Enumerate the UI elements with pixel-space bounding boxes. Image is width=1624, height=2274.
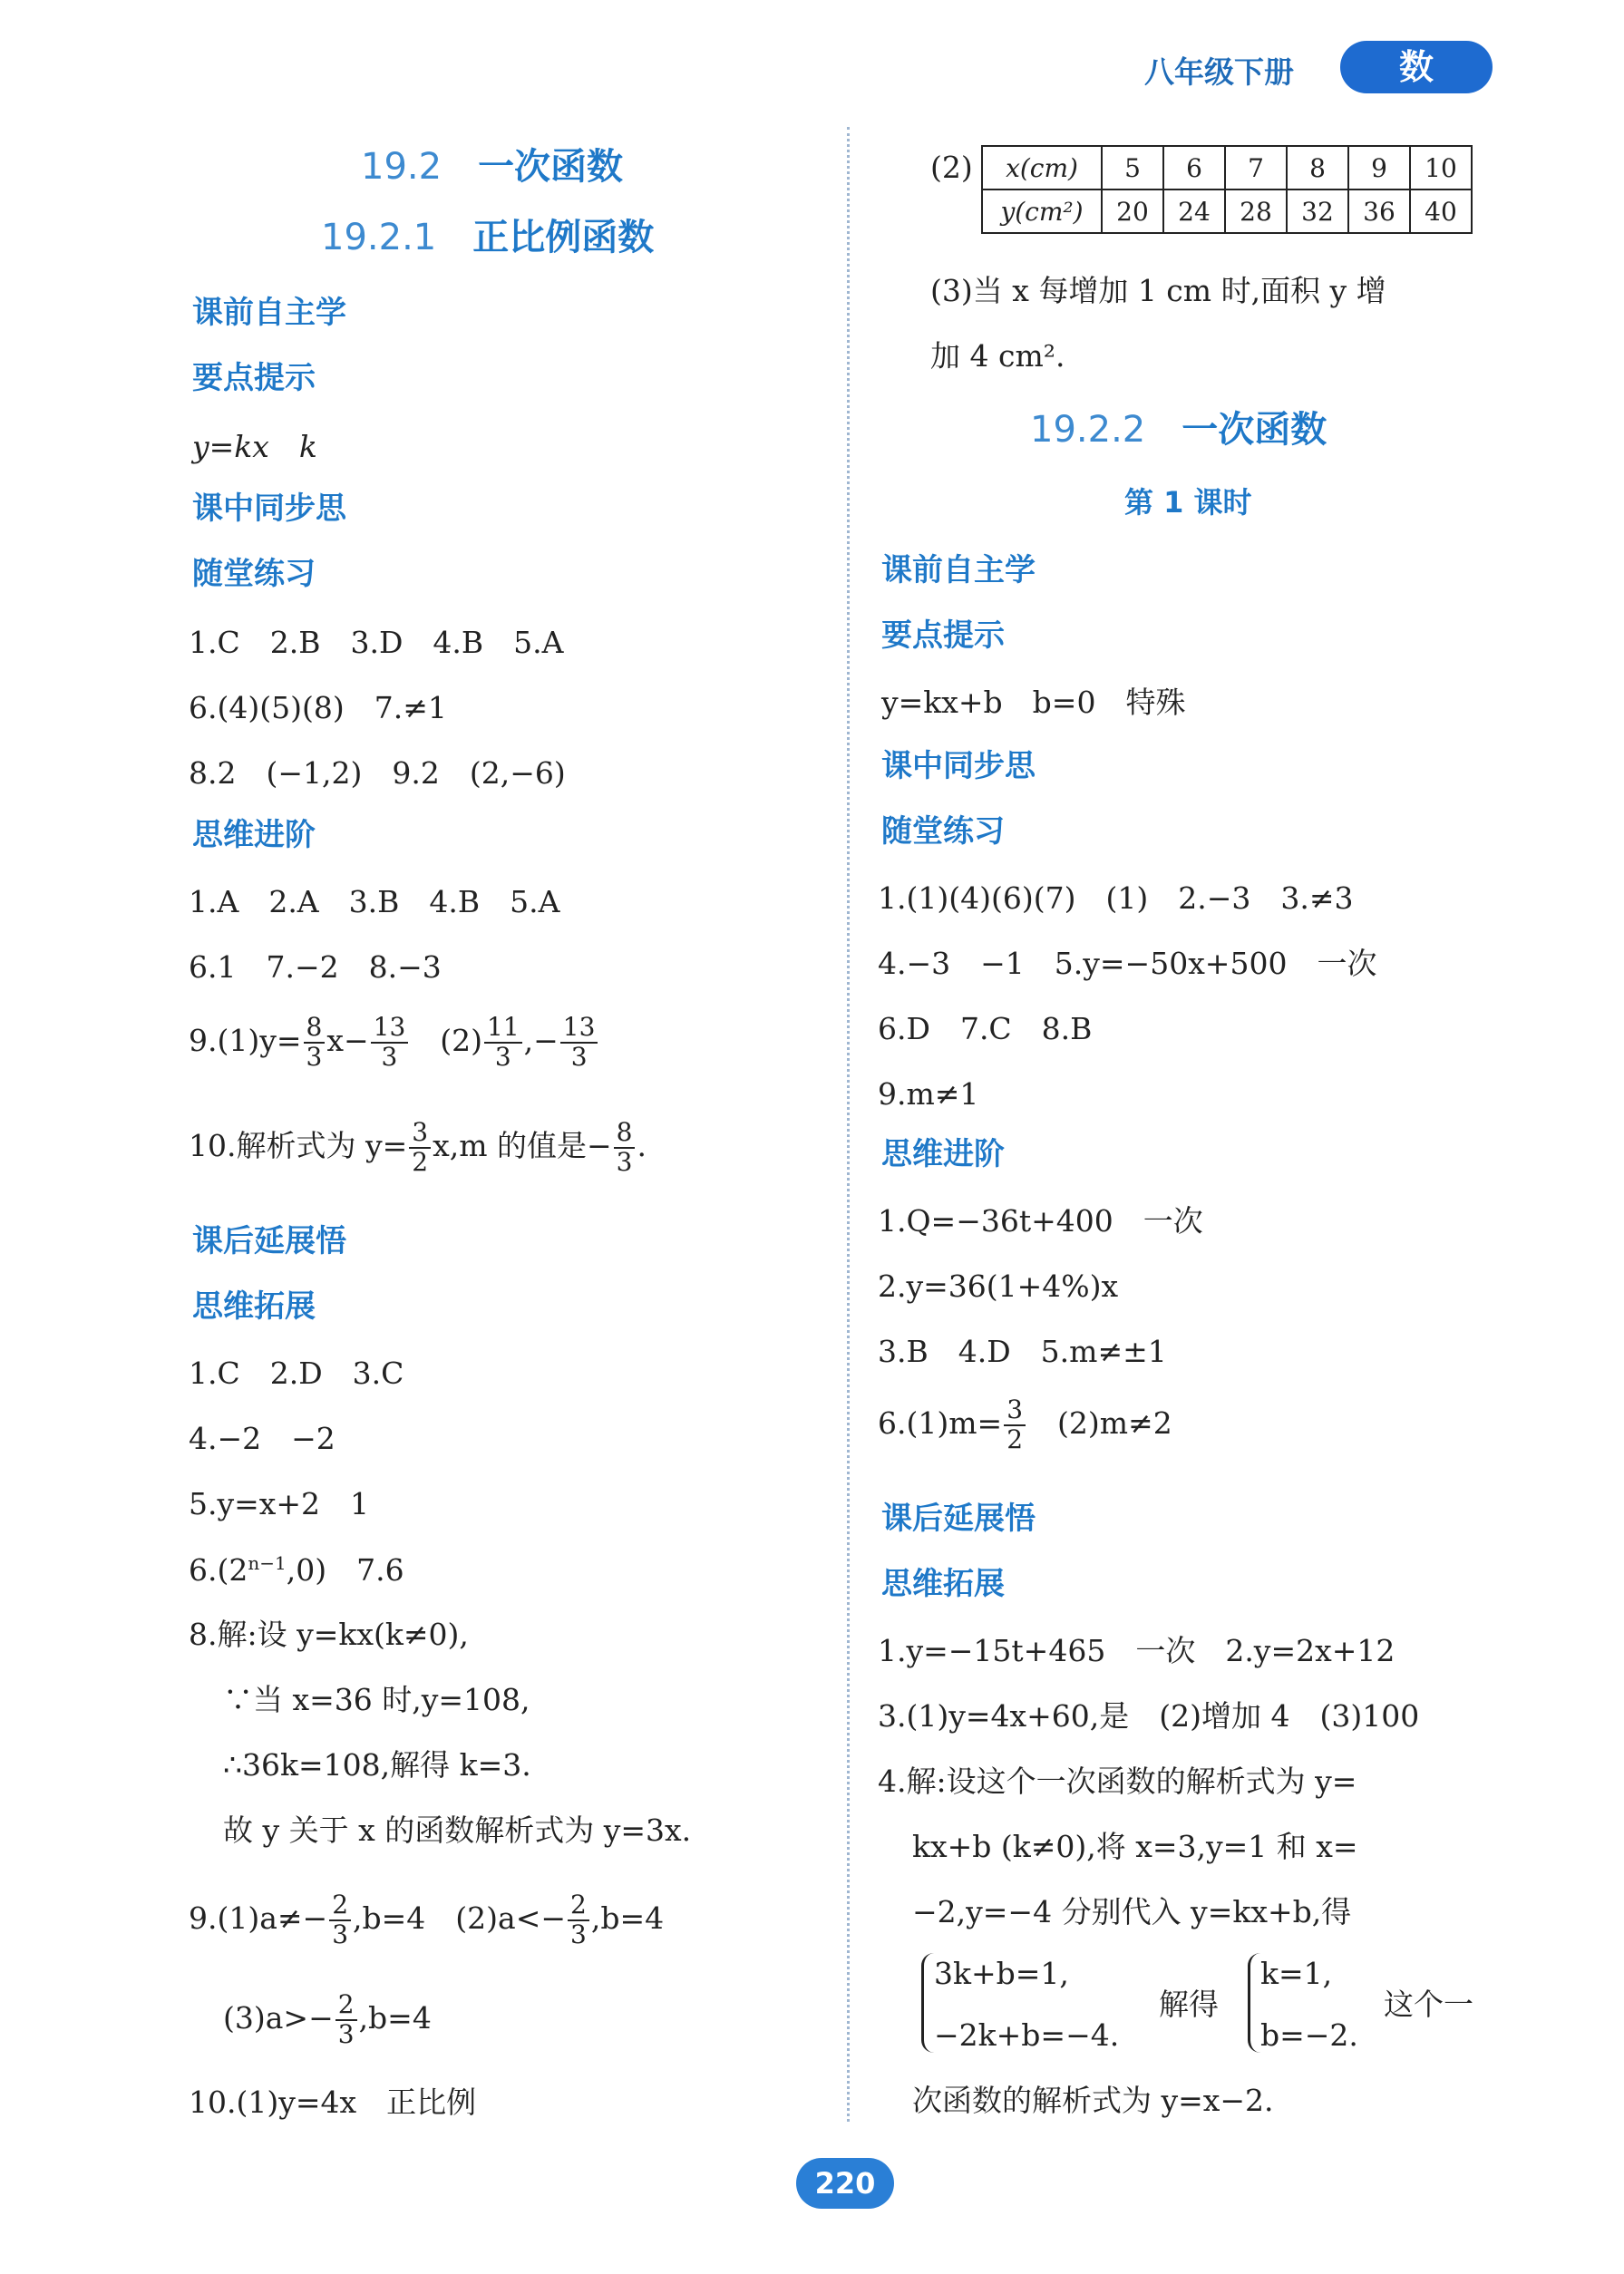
heading-advanced: 思维进阶 <box>881 1136 1005 1172</box>
table-row <box>982 190 1472 233</box>
answer-line: 9.m≠1 <box>878 1076 979 1112</box>
table-cell: 28 <box>1225 190 1287 233</box>
section-title-19-2-2: 19.2.2 一次函数 <box>1030 409 1327 451</box>
fraction: $\frac{3}{2}$ <box>1004 1396 1026 1454</box>
answer-line-fractions: (3)a>− $\frac{2}{3}$ ,b=4 <box>223 1989 432 2049</box>
section-title-19-2-1: 19.2.1 正比例函数 <box>321 217 655 258</box>
subject-badge: 数 学 <box>1340 41 1493 93</box>
table-cell: 36 <box>1348 190 1410 233</box>
heading-in-class: 课中同步思 <box>881 748 1036 784</box>
heading-pre-class: 课前自主学 <box>192 295 346 331</box>
answer-line: 1.(1)(4)(6)(7) (1) 2.−3 3.≠3 <box>878 880 1354 916</box>
heading-after-class: 课后延展悟 <box>192 1223 346 1259</box>
answer-line: ∵当 x=36 时,y=108, <box>223 1682 530 1717</box>
section-title-19-2: 19.2 一次函数 <box>361 146 624 188</box>
heading-practice: 随堂练习 <box>192 556 316 592</box>
answer-line: 3.B 4.D 5.m≠±1 <box>878 1334 1167 1369</box>
answer-line: 1.y=−15t+465 一次 2.y=2x+12 <box>878 1633 1395 1668</box>
answer-line: ∴36k=108,解得 k=3. <box>223 1747 531 1783</box>
heading-key-points: 要点提示 <box>192 360 316 396</box>
answer-line: 次函数的解析式为 y=x−2. <box>912 2083 1274 2118</box>
fraction: $\frac{3}{2}$ <box>409 1119 431 1177</box>
answer-line: 4.−2 −2 <box>189 1421 335 1456</box>
answer-text: 这个一 <box>1384 1987 1473 2022</box>
table-cell: 6 <box>1163 146 1225 190</box>
fraction: $\frac{8}{3}$ <box>614 1119 636 1177</box>
answer-line: 4.解:设这个一次函数的解析式为 y= <box>878 1764 1357 1799</box>
answer-line: 6.D 7.C 8.B <box>878 1011 1093 1046</box>
fraction: $\frac{2}{3}$ <box>329 1891 351 1949</box>
answer-line: 8.2 (−1,2) 9.2 (2,−6) <box>189 755 566 791</box>
heading-extension: 思维拓展 <box>192 1288 316 1325</box>
table-cell: 40 <box>1410 190 1472 233</box>
answer-line: y=kx k <box>192 429 317 464</box>
answer-line: 4.−3 −1 5.y=−50x+500 一次 <box>878 946 1377 981</box>
table-cell: 24 <box>1163 190 1225 233</box>
answer-line: 8.解:设 y=kx(k≠0), <box>189 1617 469 1652</box>
table-cell: 8 <box>1287 146 1348 190</box>
heading-in-class: 课中同步思 <box>192 491 346 527</box>
answer-line: 故 y 关于 x 的函数解析式为 y=3x. <box>223 1812 692 1848</box>
answer-line: 3.(1)y=4x+60,是 (2)增加 4 (3)100 <box>878 1698 1420 1734</box>
table-cell: 7 <box>1225 146 1287 190</box>
fraction: $\frac{8}{3}$ <box>304 1014 326 1072</box>
answer-line: $6.(2^{n-1},0)$ 7.6 <box>189 1552 404 1588</box>
page-number: 220 <box>796 2158 894 2209</box>
heading-pre-class: 课前自主学 <box>881 552 1036 588</box>
lesson-label: 第 1 课时 <box>1124 485 1252 520</box>
table-cell: 32 <box>1287 190 1348 233</box>
table-cell: 20 <box>1102 190 1163 233</box>
answer-line: (3)当 x 每增加 1 cm 时,面积 y 增 <box>930 273 1386 308</box>
answer-line-fractions: 10.解析式为 y= $\frac{3}{2}$ x,m 的值是− $\frac{8}{3}$ . <box>189 1117 647 1177</box>
fraction: $\frac{2}{3}$ <box>335 1991 357 2049</box>
answer-line: 1.C 2.D 3.C <box>189 1356 404 1391</box>
fraction: $\frac{13}{3}$ <box>560 1014 598 1072</box>
table-cell: 10 <box>1410 146 1472 190</box>
answer-line: 2.y=36(1+4%)x <box>878 1268 1119 1304</box>
equation-line: 3k+b=1, <box>934 1956 1069 1991</box>
table-cell: y(cm²) <box>982 190 1102 233</box>
equation-line: k=1, <box>1260 1956 1333 1991</box>
heading-advanced: 思维进阶 <box>192 817 316 853</box>
answer-text: 解得 <box>1159 1987 1219 2022</box>
answer-line: y=kx+b b=0 特殊 <box>881 685 1186 720</box>
heading-extension: 思维拓展 <box>881 1566 1005 1602</box>
heading-practice: 随堂练习 <box>881 813 1005 850</box>
table-cell: 5 <box>1102 146 1163 190</box>
answer-line-fractions: 9.(1)y= $\frac{8}{3}$ x− $\frac{13}{3}$ (2) $\frac{11}{3}$ ,− $\frac{13}{3}$ <box>189 1014 599 1072</box>
data-table <box>981 145 1473 234</box>
column-divider <box>847 127 850 2122</box>
fraction: $\frac{2}{3}$ <box>568 1891 589 1949</box>
answer-line: 6.1 7.−2 8.−3 <box>189 949 442 985</box>
answer-line-fractions: 6.(1)m= $\frac{3}{2}$ (2)m≠2 <box>878 1395 1172 1454</box>
table-row <box>982 146 1472 190</box>
table-cell: x(cm) <box>982 146 1102 190</box>
heading-key-points: 要点提示 <box>881 617 1005 654</box>
equation-line: −2k+b=−4. <box>934 2017 1120 2053</box>
fraction: $\frac{13}{3}$ <box>371 1014 409 1072</box>
answer-line: 1.C 2.B 3.D 4.B 5.A <box>189 625 564 660</box>
answer-line: 5.y=x+2 1 <box>189 1486 370 1521</box>
answer-line: kx+b (k≠0),将 x=3,y=1 和 x= <box>912 1829 1358 1864</box>
fraction: $\frac{11}{3}$ <box>484 1014 522 1072</box>
equation-line: b=−2. <box>1260 2017 1358 2053</box>
table-label: (2) <box>930 150 973 185</box>
answer-line: −2,y=−4 分别代入 y=kx+b,得 <box>912 1894 1352 1929</box>
answer-line: 6.(4)(5)(8) 7.≠1 <box>189 690 447 725</box>
answer-line: 10.(1)y=4x 正比例 <box>189 2084 477 2120</box>
book-title: 八年级下册 <box>1144 54 1294 90</box>
heading-after-class: 课后延展悟 <box>881 1501 1036 1537</box>
answer-line: 1.A 2.A 3.B 4.B 5.A <box>189 884 560 919</box>
table-cell: 9 <box>1348 146 1410 190</box>
answer-line-fractions: 9.(1)a≠− $\frac{2}{3}$ ,b=4 (2)a<− $\frac{2}{3}$ ,b=4 <box>189 1890 665 1949</box>
answer-line: 1.Q=−36t+400 一次 <box>878 1203 1203 1239</box>
answer-line: 加 4 cm². <box>930 338 1065 374</box>
